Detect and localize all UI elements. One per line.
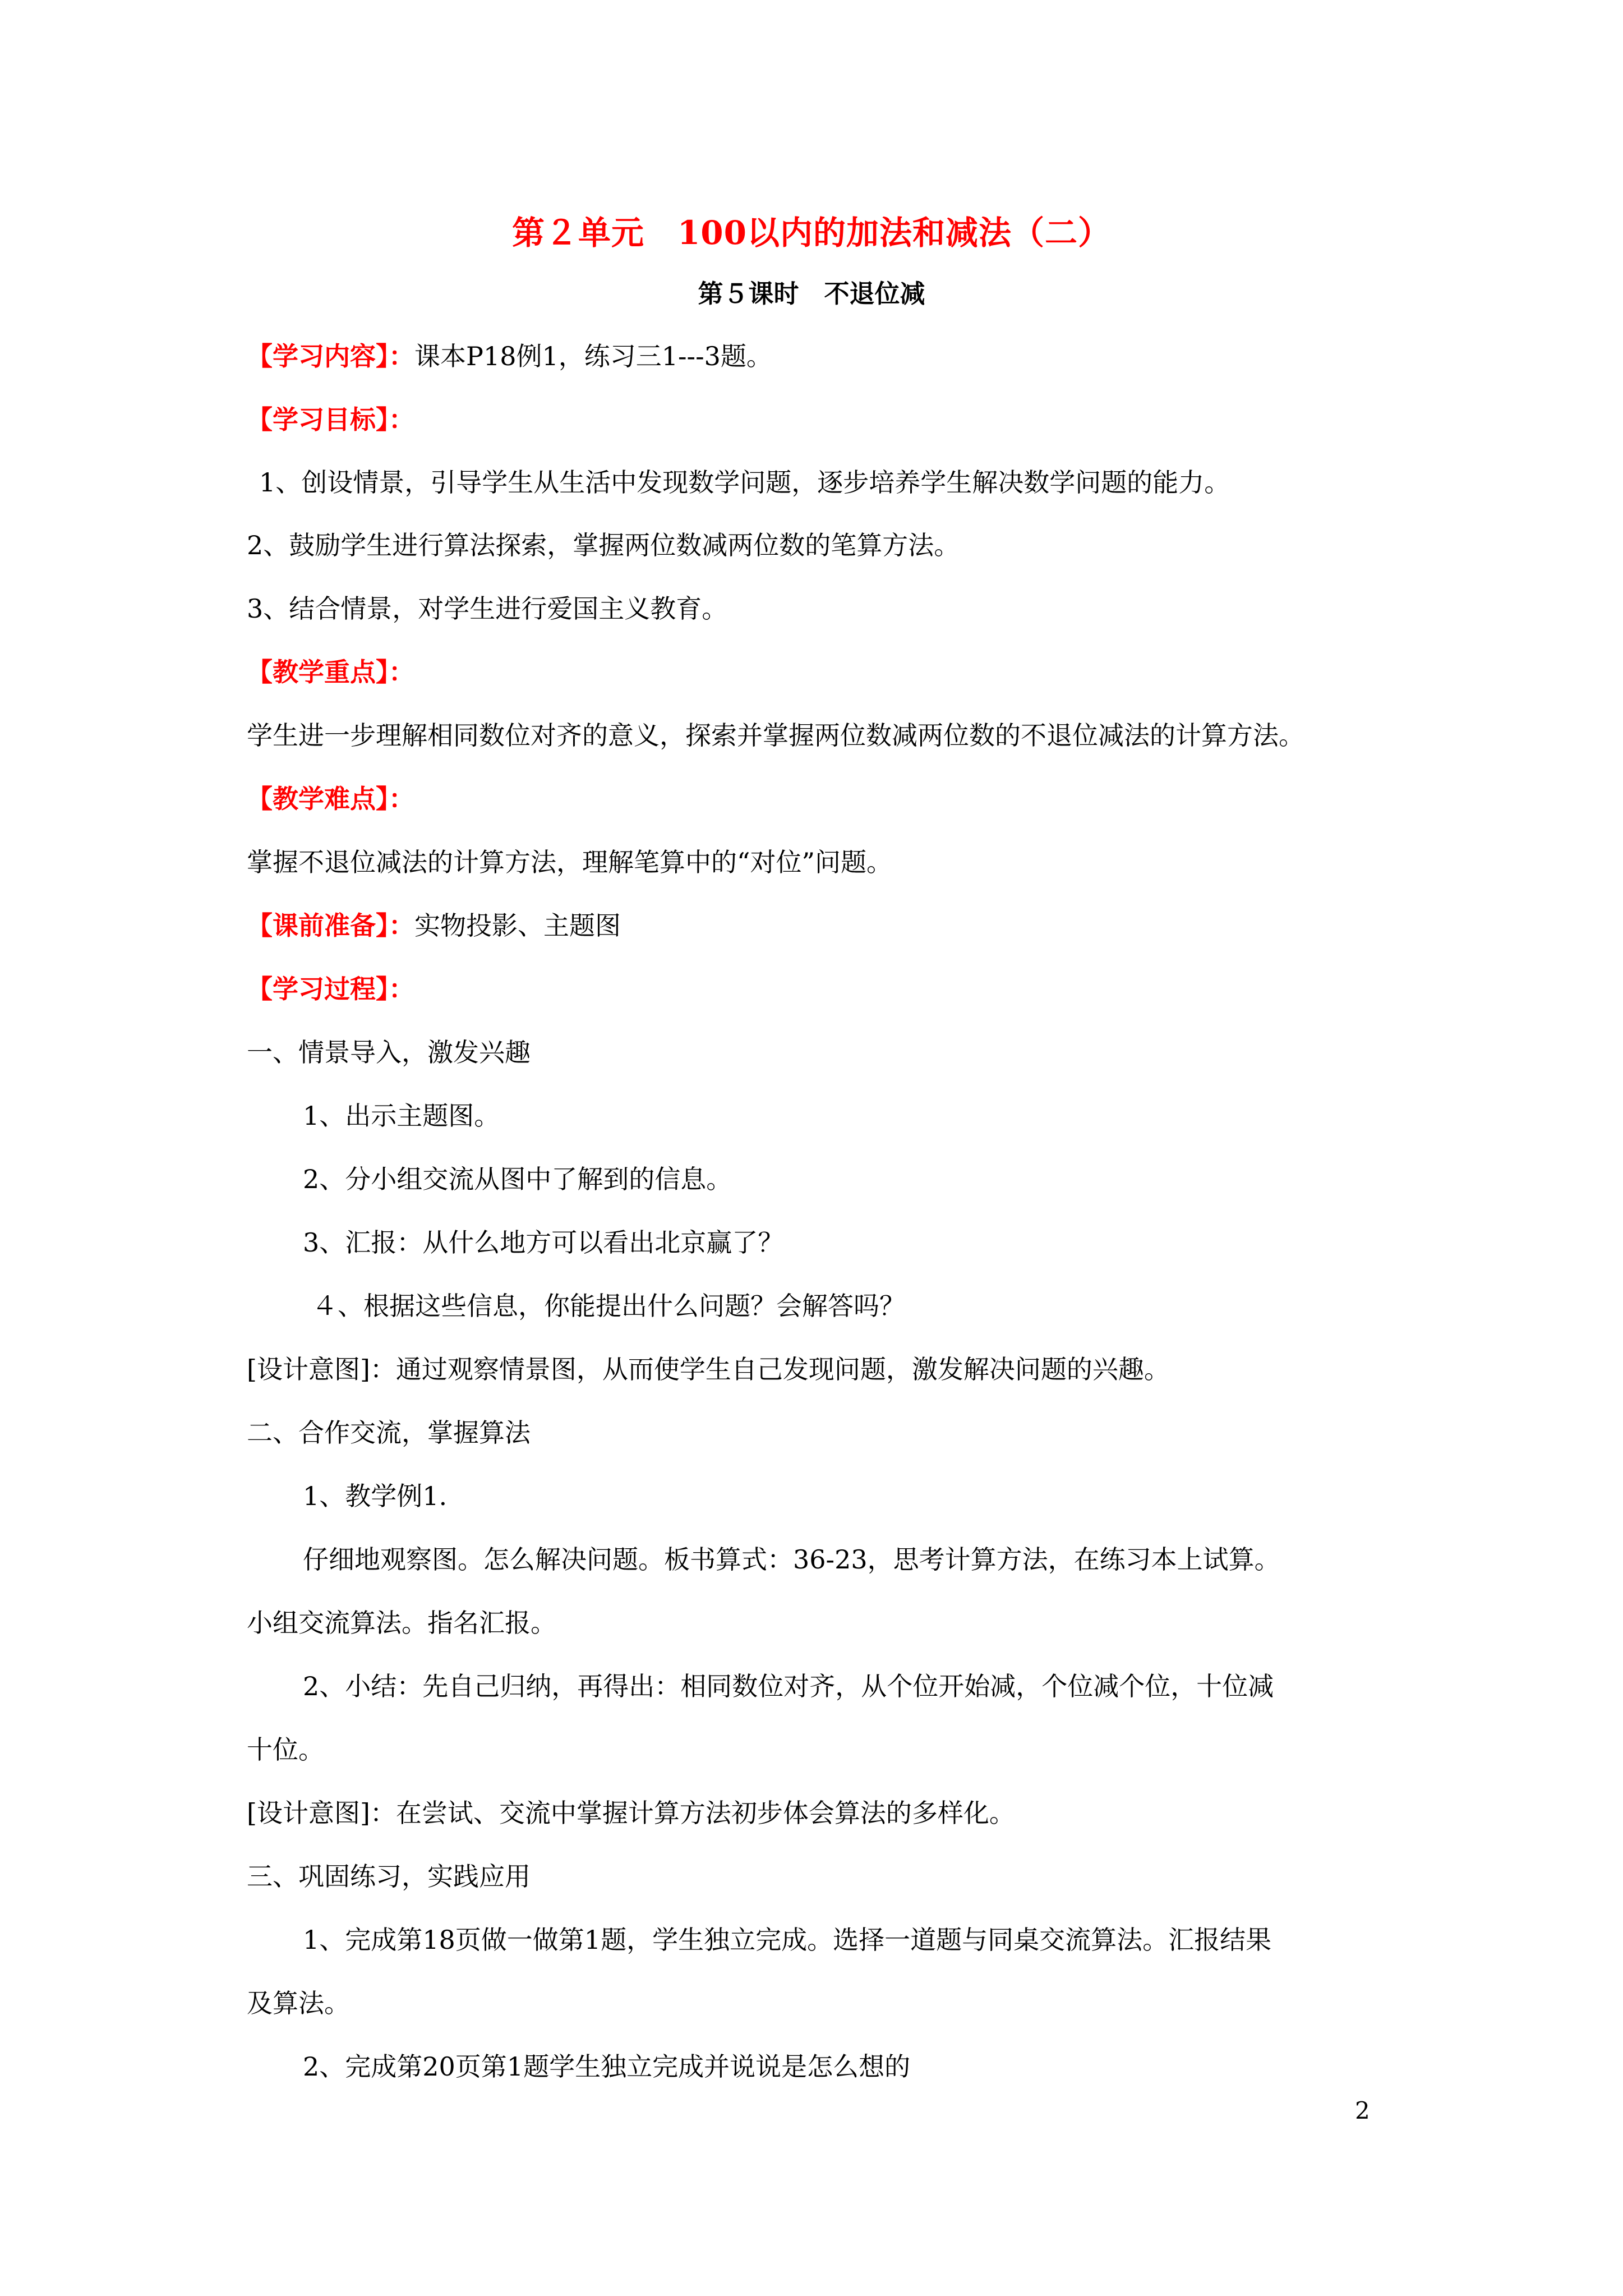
process-heading — [247, 972, 414, 1006]
page-title: 第２单元 100以内的加法和减法（二） — [511, 214, 1112, 252]
page-number: 2 — [1355, 2097, 1370, 2124]
learning-content-label: 【学习内容】： — [247, 341, 414, 371]
goal-item-3: 3、结合情景，对学生进行爱国主义教育。 — [247, 593, 728, 624]
learning-goals-line — [247, 403, 414, 436]
section-2-item-2: 2、小结：先自己归纳，再得出：相同数位对齐，从个位开始减，个位减个位，十位减 — [303, 1671, 1274, 1701]
section-3-item-1: 1、完成第18页做一做第1题，学生独立完成。选择一道题与同桌交流算法。汇报结果 — [303, 1925, 1272, 1955]
section-2-item-1-detail: 仔细地观察图。怎么解决问题。板书算式：36-23，思考计算方法，在练习本上试算。 — [303, 1544, 1280, 1575]
key-point-text: 学生进一步理解相同数位对齐的意义，探索并掌握两位数减两位数的不退位减法的计算方法。 — [247, 720, 1304, 751]
difficulty-text: 掌握不退位减法的计算方法，理解笔算中的“对位”问题。 — [247, 847, 893, 877]
preparation-text: 实物投影、主题图 — [414, 910, 621, 941]
section-1-item-4: ４、根据这些信息，你能提出什么问题？会解答吗？ — [312, 1291, 905, 1321]
section-2-design-intent: [设计意图]：在尝试、交流中掌握计算方法初步体会算法的多样化。 — [247, 1798, 1015, 1828]
section-1-heading: 一、情景导入，激发兴趣 — [247, 1037, 531, 1068]
section-2-heading: 二、合作交流，掌握算法 — [247, 1418, 531, 1448]
goal-item-2: 2、鼓励学生进行算法探索，掌握两位数减两位数的笔算方法。 — [247, 530, 960, 560]
difficulty-label: 【教学难点】： — [247, 784, 414, 814]
section-2-item-1: 1、教学例1. — [303, 1481, 448, 1511]
difficulty-heading — [247, 782, 414, 816]
process-label: 【学习过程】： — [247, 974, 414, 1004]
section-1-design-intent: [设计意图]：通过观察情景图，从而使学生自己发现问题，激发解决问题的兴趣。 — [247, 1354, 1170, 1384]
section-3-heading: 三、巩固练习，实践应用 — [247, 1861, 531, 1892]
page-subtitle: 第５课时 不退位减 — [698, 279, 925, 309]
learning-goals-label: 【学习目标】： — [247, 404, 414, 435]
section-2-item-2-cont: 十位。 — [247, 1734, 324, 1765]
goal-item-1: 1、创设情景，引导学生从生活中发现数学问题，逐步培养学生解决数学问题的能力。 — [259, 467, 1230, 498]
section-3-item-2: 2、完成第20页第1题学生独立完成并说说是怎么想的 — [303, 2051, 911, 2082]
key-point-label: 【教学重点】： — [247, 657, 414, 687]
key-point-heading — [247, 655, 414, 689]
learning-content-line — [247, 339, 772, 373]
section-1-item-3: 3、汇报：从什么地方可以看出北京赢了？ — [303, 1227, 784, 1258]
learning-content-text: 课本P18例1，练习三1---3题。 — [414, 341, 772, 371]
preparation-line — [247, 909, 621, 942]
section-1-item-1: 1、出示主题图。 — [303, 1101, 500, 1131]
section-1-item-2: 2、分小组交流从图中了解到的信息。 — [303, 1164, 732, 1194]
preparation-label: 【课前准备】： — [247, 910, 414, 941]
section-3-item-1-cont: 及算法。 — [247, 1988, 350, 2018]
section-2-item-1-detail-cont: 小组交流算法。指名汇报。 — [247, 1608, 556, 1638]
